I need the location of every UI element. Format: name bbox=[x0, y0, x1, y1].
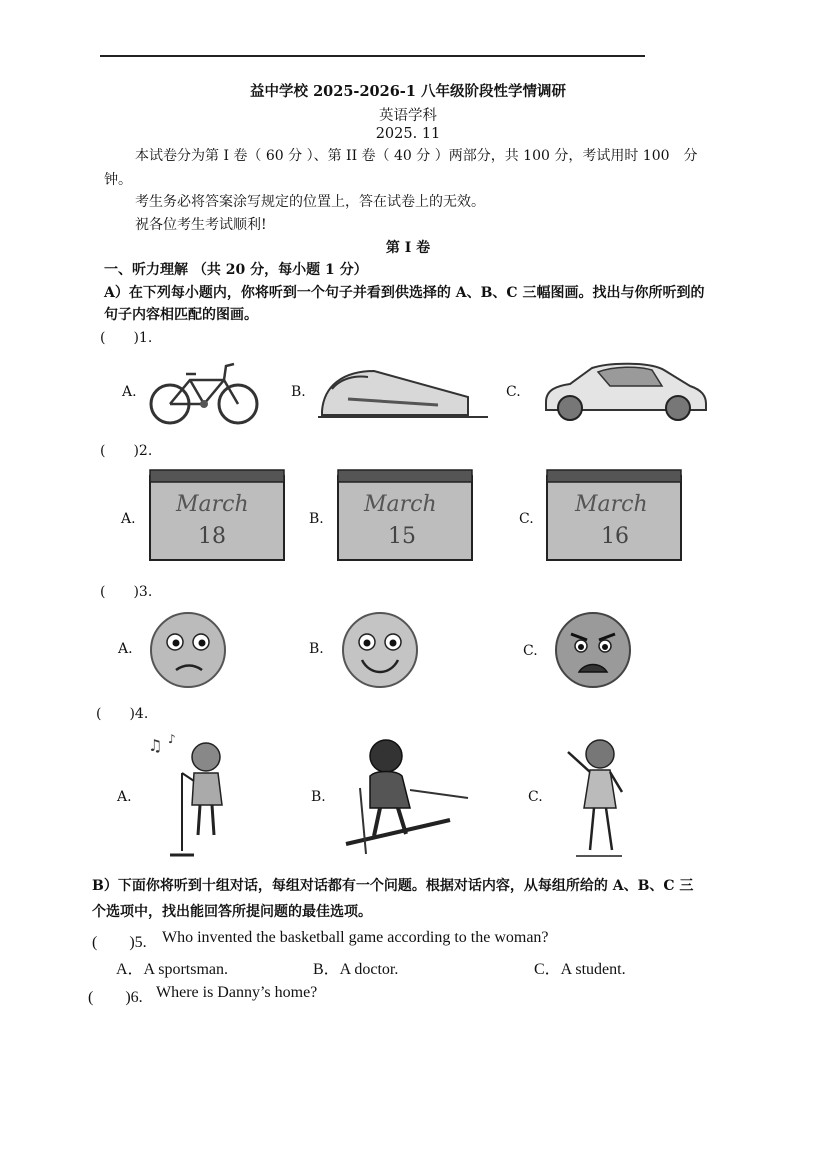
instruction-line-2: 考生务必将答案涂写规定的位置上，答在试卷上的无效。 bbox=[135, 194, 485, 210]
calendar-a-day: 18 bbox=[198, 524, 226, 549]
angry-face-icon bbox=[553, 610, 633, 690]
q2-option-b-label: B. bbox=[309, 511, 324, 527]
section-1-title: 一、听力理解 （共 20 分，每小题 1 分） bbox=[104, 262, 368, 278]
q3-option-c-label: C. bbox=[523, 643, 538, 659]
instruction-line-1: 本试卷分为第 I 卷（ 60 分 ）、第 II 卷（ 40 分 ）两部分，共 100 分，考试用时 100 分 bbox=[135, 148, 698, 164]
question-6-text: Where is Danny’s home? bbox=[156, 984, 318, 1001]
q4-option-c-label: C. bbox=[528, 789, 543, 805]
q2-option-c-label: C. bbox=[519, 511, 534, 527]
calendar-march-18-icon bbox=[148, 468, 288, 564]
exam-title: 益中学校 2025-2026-1 八年级阶段性学情调研 bbox=[250, 83, 566, 100]
part-a-instruction-2: 句子内容相匹配的图画。 bbox=[104, 307, 258, 323]
singing-girl-icon bbox=[148, 733, 240, 861]
question-1-number: ( )1. bbox=[100, 330, 153, 346]
svg-text:♪: ♪ bbox=[168, 733, 176, 746]
question-5-text: Who invented the basketball game according to the woman? bbox=[162, 929, 549, 946]
top-rule bbox=[100, 55, 645, 57]
exam-date: 2025. 11 bbox=[375, 126, 441, 142]
part-b-instruction-1: B）下面你将听到十组对话，每组对话都有一个问题。根据对话内容，从每组所给的 A、B、C 三 bbox=[92, 878, 694, 894]
skiing-person-icon bbox=[340, 736, 472, 858]
part-a-instruction-1: A）在下列每小题内，你将听到一个句子并看到供选择的 A、B、C 三幅图画。找出与你所听到的 bbox=[104, 285, 705, 301]
svg-text:♫: ♫ bbox=[148, 736, 163, 755]
exam-subject: 英语学科 bbox=[379, 108, 437, 124]
calendar-a-month: March bbox=[176, 492, 249, 517]
question-3-number: ( )3. bbox=[100, 584, 153, 600]
q3-option-a-label: A. bbox=[118, 641, 133, 657]
part-b-instruction-2: 个选项中，找出能回答所提问题的最佳选项。 bbox=[92, 904, 372, 920]
q3-option-b-label: B. bbox=[309, 641, 324, 657]
q4-option-a-label: A. bbox=[117, 789, 132, 805]
q1-option-c-label: C. bbox=[506, 384, 521, 400]
calendar-march-15-icon bbox=[336, 468, 476, 564]
worried-face-icon bbox=[148, 610, 228, 690]
dancing-girl-icon bbox=[560, 736, 632, 860]
calendar-b-day: 15 bbox=[388, 524, 416, 549]
q4-option-b-label: B. bbox=[311, 789, 326, 805]
question-2-number: ( )2. bbox=[100, 443, 153, 459]
calendar-march-16-icon bbox=[545, 468, 685, 564]
car-icon bbox=[540, 360, 708, 422]
instruction-line-1b: 钟。 bbox=[104, 172, 132, 188]
question-5-number: ( )5. bbox=[92, 934, 147, 951]
calendar-c-day: 16 bbox=[601, 524, 629, 549]
q1-option-a-label: A. bbox=[122, 384, 137, 400]
happy-face-icon bbox=[340, 610, 420, 690]
bicycle-icon bbox=[148, 358, 262, 426]
q5-option-a[interactable]: A．A sportsman. bbox=[116, 961, 229, 978]
instruction-line-3: 祝各位考生考试顺利! bbox=[135, 217, 267, 233]
question-6-number: ( )6. bbox=[88, 989, 143, 1006]
q1-option-b-label: B. bbox=[291, 384, 306, 400]
volume-title: 第 I 卷 bbox=[385, 240, 431, 256]
question-4-number: ( )4. bbox=[96, 706, 149, 722]
q2-option-a-label: A. bbox=[121, 511, 136, 527]
calendar-c-month: March bbox=[575, 492, 648, 517]
calendar-b-month: March bbox=[364, 492, 437, 517]
q5-option-c[interactable]: C．A student. bbox=[534, 961, 626, 978]
q5-option-b[interactable]: B．A doctor. bbox=[313, 961, 399, 978]
train-icon bbox=[318, 365, 490, 420]
